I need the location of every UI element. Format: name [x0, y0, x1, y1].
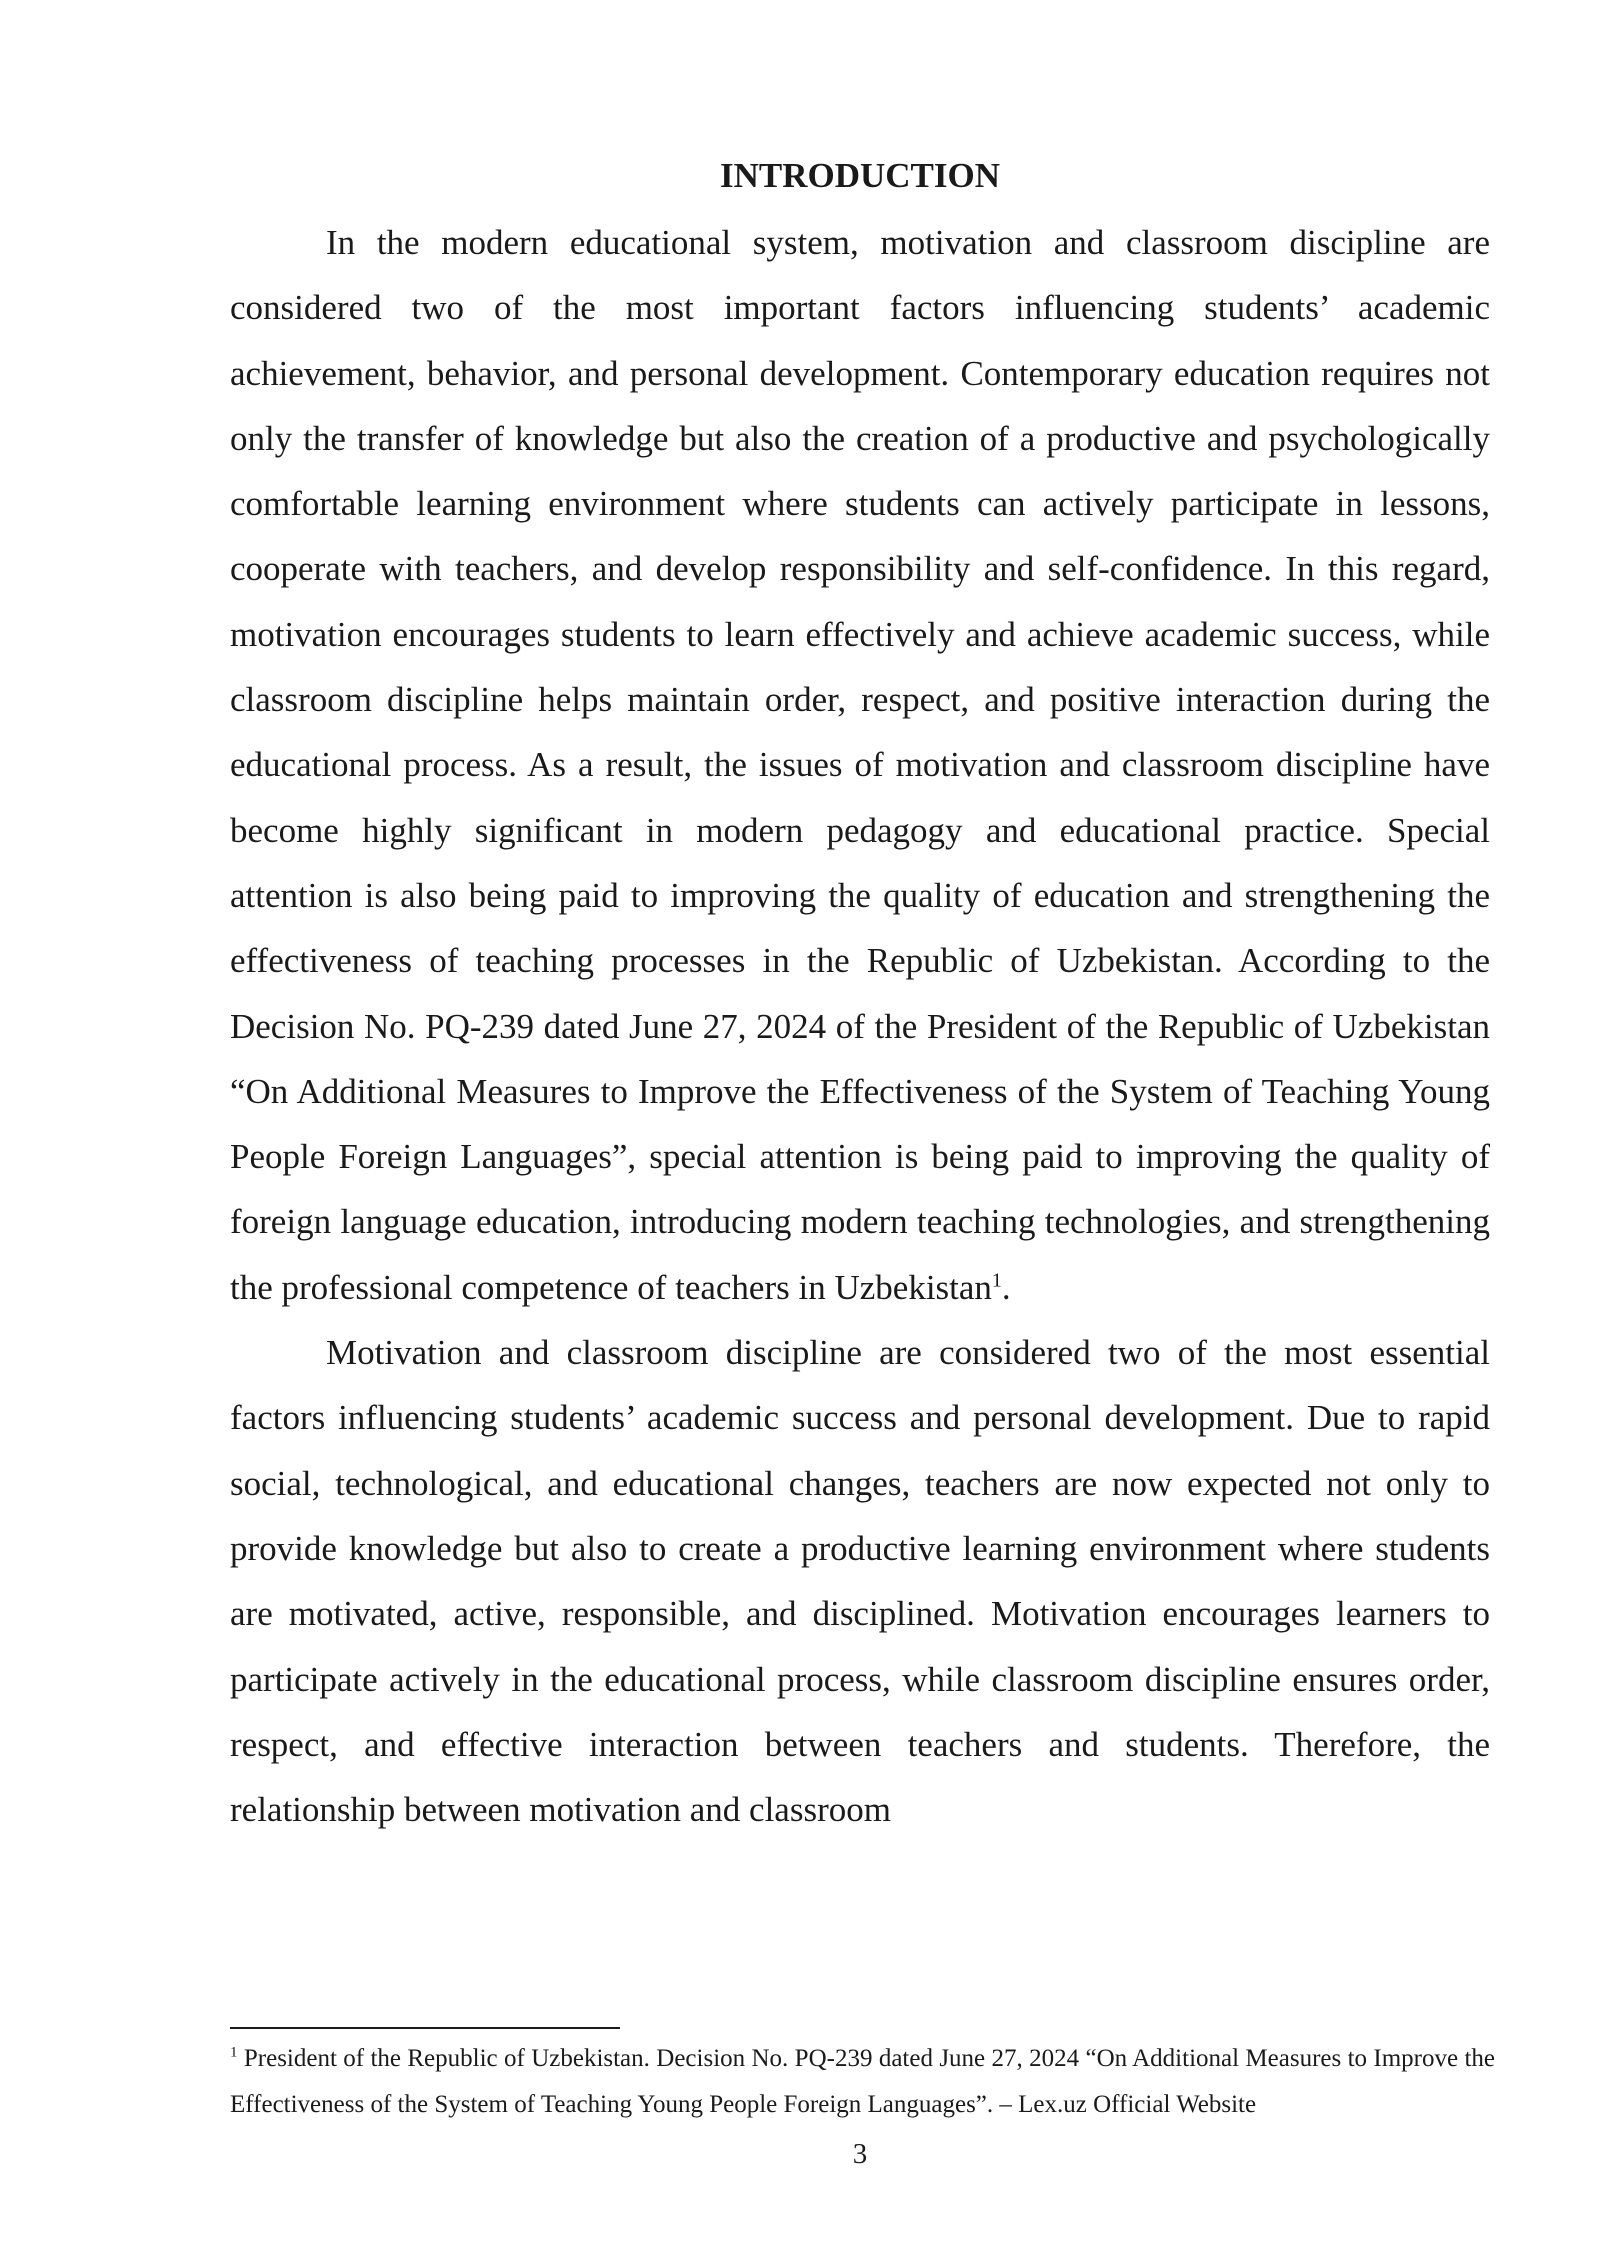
paragraph-1-text: In the modern educational system, motivation and classroom discipline are considered two of the most important factors influencing students’ academic achievement, behavior, and personal development. Contemporary education requires not only the transfer of knowledge but also the creation of a productive and psychologically comfortable learning environment where students can actively participate in lessons, cooperate with teachers, and develop responsibility and self-confidence. In this regard, motivation encourages students to learn effectively and achieve academic success, while classroom discipline helps maintain order, respect, and positive interaction during the educational process. As a result, the issues of motivation and classroom discipline have become highly significant in modern pedagogy and educational practice. Special attention is also being paid to improving the quality of education and strengthening the effectiveness of teaching processes in the Republic of Uzbekistan. According to the Decision No. PQ-239 dated June 27, 2024 of the President of the Republic of Uzbekistan “On Additional Measures to Improve the Effectiveness of the System of Teaching Young People Foreign Languages”, special attention is being paid to improving the quality of foreign language education, introducing modern teaching technologies, and strengthening the professional competence of teachers in Uzbekistan [230, 223, 1490, 1307]
paragraph-1-end: . [1001, 1267, 1011, 1307]
page-number: 3 [852, 2138, 868, 2170]
footnote [230, 2036, 1495, 2128]
paragraph-2 [230, 1320, 1490, 1842]
body-text [230, 210, 1490, 1842]
section-heading: INTRODUCTION [719, 156, 1001, 195]
footnote-reference[interactable]: 1 [991, 1269, 1002, 1292]
footnote-text: President of the Republic of Uzbekistan. Decision No. PQ-239 dated June 27, 2024 “On Additional Measures to Improve the Effectiveness of the System of Teaching Young People Foreign Languages”. – Lex.uz Official Website [230, 2045, 1496, 2118]
footnote-number: 1 [230, 2044, 238, 2061]
paragraph-2-text: Motivation and classroom discipline are considered two of the most essential factors influencing students’ academic success and personal development. Due to rapid social, technological, and educational changes, teachers are now expected not only to provide knowledge but also to create a productive learning environment where students are motivated, active, responsible, and disciplined. Motivation encourages learners to participate actively in the educational process, while classroom discipline ensures order, respect, and effective interaction between teachers and students. Therefore, the relationship between motivation and classroom [230, 1333, 1490, 1830]
paragraph-1 [230, 210, 1490, 1320]
footnote-separator [230, 2027, 620, 2029]
